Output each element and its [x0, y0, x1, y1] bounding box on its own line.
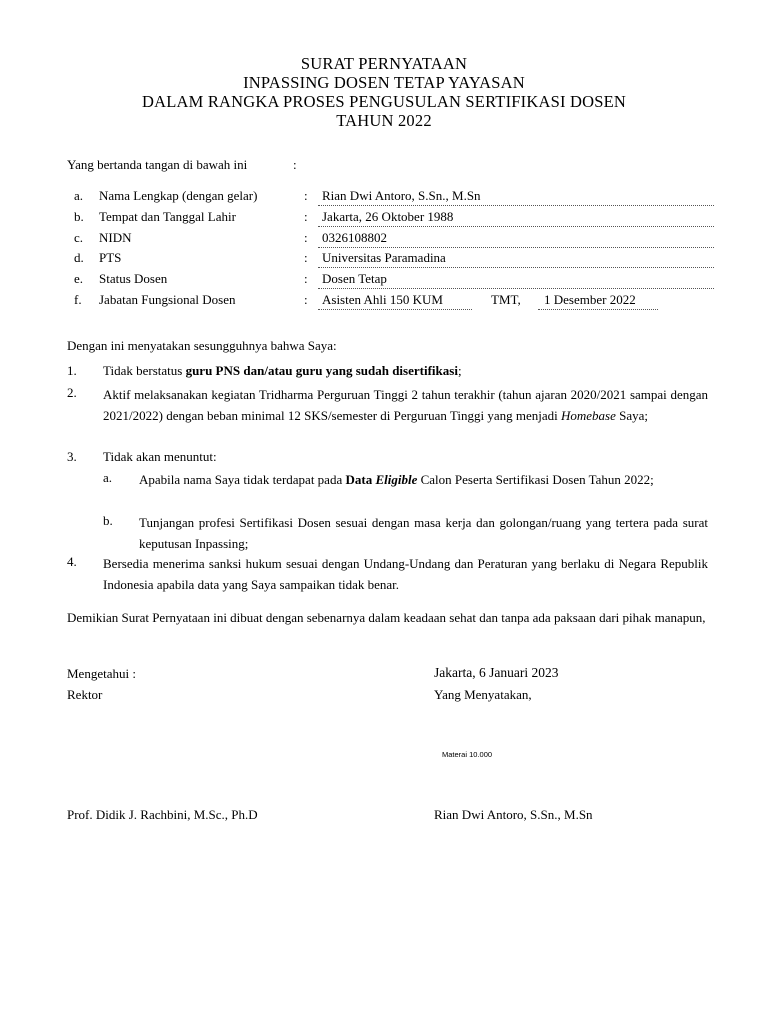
sub-item-letter: a. [103, 470, 113, 485]
statement-item-4: Bersedia menerima sanksi hukum sesuai dengan Undang-Undang dan Peraturan yang berlaku di Negara Republik Indonesia apabila data yang Saya sampaikan tidak benar. [103, 556, 708, 592]
identity-label: PTS [99, 250, 122, 265]
dotted-line [538, 309, 658, 310]
dotted-line [318, 226, 714, 227]
title-line-1: SURAT PERNYATAAN [300, 54, 468, 73]
identity-value: 0326108802 [322, 230, 387, 245]
identity-colon: : [304, 230, 308, 245]
dotted-line [318, 288, 714, 289]
title-line-3: DALAM RANGKA PROSES PENGUSULAN SERTIFIKASI DOSEN [142, 92, 626, 111]
identity-letter: c. [74, 230, 84, 245]
title-line-2: INPASSING DOSEN TETAP YAYASAN [243, 73, 525, 92]
item-number: 3. [67, 449, 77, 464]
identity-value: Rian Dwi Antoro, S.Sn., M.Sn [322, 188, 481, 203]
identity-letter: b. [74, 209, 84, 224]
title-line-4: TAHUN 2022 [336, 111, 432, 130]
dotted-line [318, 309, 472, 310]
identity-letter: f. [74, 292, 82, 307]
identity-letter: d. [74, 250, 84, 265]
identity-value: Universitas Paramadina [322, 250, 446, 265]
identity-colon: : [304, 250, 308, 265]
tmt-label: TMT, [491, 292, 521, 307]
statement-item-3a: Apabila nama Saya tidak terdapat pada Data Eligible Calon Peserta Sertifikasi Dosen Tahun 2022; [139, 472, 654, 487]
declarant-role: Yang Menyatakan, [434, 687, 532, 702]
item-number: 2. [67, 385, 77, 400]
rector-name: Prof. Didik J. Rachbini, M.Sc., Ph.D [67, 807, 258, 822]
closing-paragraph: Demikian Surat Pernyataan ini dibuat dengan sebenarnya dalam keadaan sehat dan tanpa ada paksaan dari pihak manapun, [67, 610, 706, 625]
statement-item-1: Tidak berstatus guru PNS dan/atau guru yang sudah disertifikasi; [103, 363, 462, 378]
intro-text: Yang bertanda tangan di bawah ini [67, 157, 248, 172]
identity-colon: : [304, 292, 308, 307]
dotted-line [318, 247, 714, 248]
sub-item-letter: b. [103, 513, 113, 528]
identity-label: Tempat dan Tanggal Lahir [99, 209, 236, 224]
statement-item-3b: Tunjangan profesi Sertifikasi Dosen sesuai dengan masa kerja dan golongan/ruang yang tertera pada surat keputusan Inpassing; [139, 515, 708, 551]
stamp-duty-note: Materai 10.000 [442, 750, 493, 759]
identity-letter: a. [74, 188, 84, 203]
identity-value: Asisten Ahli 150 KUM [322, 292, 443, 307]
identity-label: Status Dosen [99, 271, 168, 286]
statement-item-3: Tidak akan menuntut: [103, 449, 217, 464]
identity-label: Nama Lengkap (dengan gelar) [99, 188, 258, 203]
tmt-value: 1 Desember 2022 [544, 292, 636, 307]
identity-label: NIDN [99, 230, 132, 245]
item-number: 1. [67, 363, 77, 378]
rector-role: Rektor [67, 687, 103, 702]
identity-colon: : [304, 271, 308, 286]
intro-colon: : [293, 157, 297, 172]
dotted-line [318, 205, 714, 206]
identity-value: Dosen Tetap [322, 271, 387, 286]
statement-intro: Dengan ini menyatakan sesungguhnya bahwa Saya: [67, 338, 337, 353]
declarant-name: Rian Dwi Antoro, S.Sn., M.Sn [434, 807, 593, 822]
place-date: Jakarta, 6 Januari 2023 [434, 665, 559, 680]
identity-label: Jabatan Fungsional Dosen [99, 292, 236, 307]
identity-colon: : [304, 209, 308, 224]
statement-item-2: Aktif melaksanakan kegiatan Tridharma Perguruan Tinggi 2 tahun terakhir (tahun ajaran 2020/2021 sampai dengan 2021/2022) dengan beban minimal 12 SKS/semester di Perguruan Tinggi yang menjadi Homebase Saya; [103, 387, 708, 423]
identity-value: Jakarta, 26 Oktober 1988 [322, 209, 454, 224]
item-number: 4. [67, 554, 77, 569]
dotted-line [318, 267, 714, 268]
identity-letter: e. [74, 271, 84, 286]
acknowledged-label: Mengetahui : [67, 666, 136, 681]
identity-colon: : [304, 188, 308, 203]
